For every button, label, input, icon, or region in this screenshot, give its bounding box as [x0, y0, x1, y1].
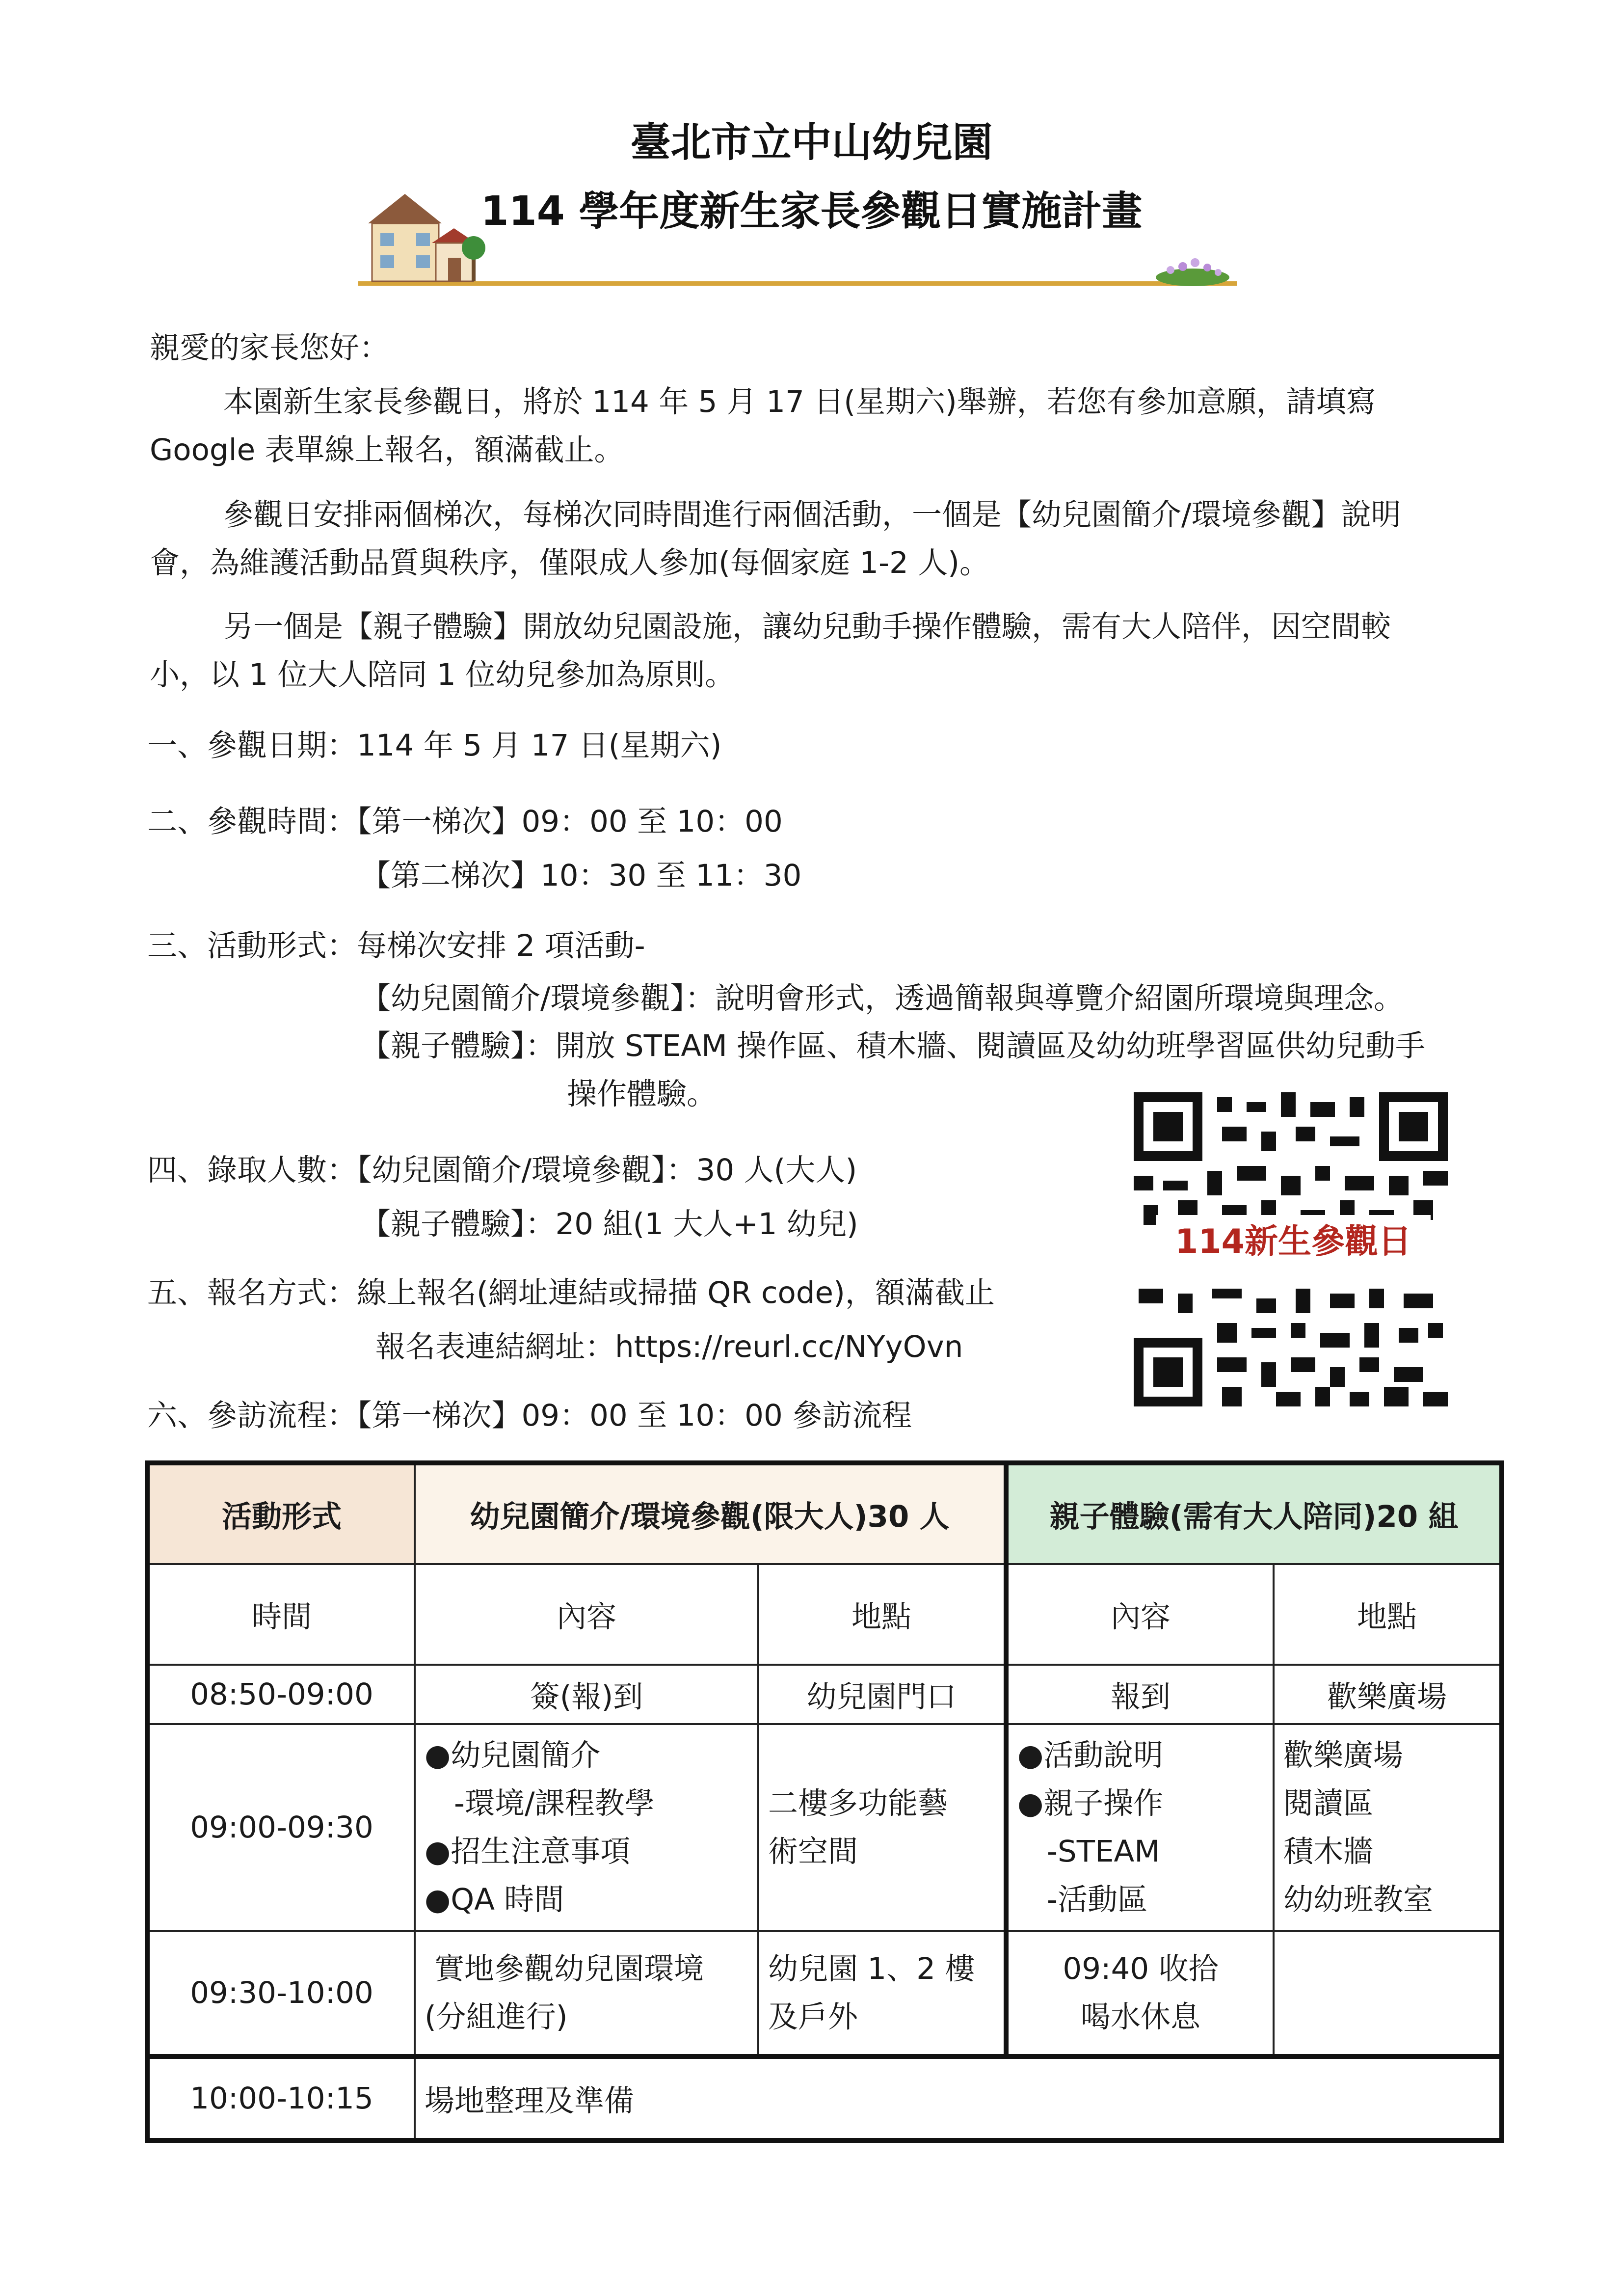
- header-experience-group: 親子體驗(需有大人陪同)20 組: [1006, 1463, 1502, 1564]
- subheader-intro-content: 內容: [415, 1564, 758, 1665]
- row3-intro-place: [758, 1931, 1006, 2056]
- row3-exp-content: [1006, 1931, 1274, 2056]
- item-format-2: 【幼兒園簡介/環境參觀】：說明會形式，透過簡報與導覽介紹園所環境與理念。: [361, 981, 1404, 1016]
- row2-time: 09:00-09:30: [147, 1724, 415, 1931]
- header-decoration: [358, 189, 1242, 292]
- item-signup-1: 五、報名方式：線上報名(網址連結或掃描 QR code)，額滿截止: [147, 1275, 995, 1310]
- intro-paragraph-2-line-1: 參觀日安排兩個梯次，每梯次同時間進行兩個活動，一個是【幼兒園簡介/環境參觀】說明: [223, 497, 1401, 532]
- item-format-1: 三、活動形式：每梯次安排 2 項活動-: [147, 928, 645, 963]
- list-item: ●招生注意事項: [425, 1834, 631, 1869]
- document-title: 114 學年度新生家長參觀日實施計畫: [480, 188, 1143, 235]
- list-item: 實地參觀幼兒園環境: [434, 1951, 704, 1986]
- item-date: 一、參觀日期：114 年 5 月 17 日(星期六): [147, 728, 722, 763]
- list-item: 喝水休息: [1081, 1999, 1201, 2034]
- list-item: -STEAM: [1047, 1834, 1160, 1869]
- list-item: ●親子操作: [1017, 1785, 1164, 1821]
- item-quota-2: 【親子體驗】：20 組(1 大人+1 幼兒): [361, 1207, 858, 1242]
- item-flow: 六、參訪流程：【第一梯次】09：00 至 10：00 參訪流程: [147, 1398, 912, 1433]
- list-item: 術空間: [768, 1834, 858, 1869]
- list-item: -活動區: [1047, 1882, 1148, 1917]
- row2-intro-place: [758, 1724, 1006, 1931]
- row1-intro-place: 幼兒園門口: [758, 1665, 1006, 1724]
- list-item: 幼幼班教室: [1283, 1882, 1434, 1917]
- row3-time: 09:30-10:00: [147, 1931, 415, 2056]
- row1-time: 08:50-09:00: [147, 1665, 415, 1724]
- table-row: [147, 1724, 1502, 1931]
- table-row: [147, 1931, 1502, 2056]
- row4-time: 10:00-10:15: [147, 2056, 415, 2140]
- intro-paragraph-1-line-2: Google 表單線上報名，額滿截止。: [150, 432, 624, 467]
- intro-paragraph-1-line-1: 本園新生家長參觀日，將於 114 年 5 月 17 日(星期六)舉辦，若您有參加意願，請填寫: [223, 384, 1376, 419]
- list-item: (分組進行): [425, 1999, 568, 2034]
- item-format-4: 操作體驗。: [567, 1077, 717, 1111]
- subheader-exp-content: 內容: [1006, 1564, 1274, 1665]
- item-signup-url[interactable]: 報名表連結網址：https://reurl.cc/NYyOvn: [375, 1329, 963, 1364]
- item-time-2: 【第二梯次】10：30 至 11：30: [361, 858, 802, 893]
- list-item: 09:40 收拾: [1063, 1951, 1219, 1986]
- house-icon: [368, 194, 476, 281]
- intro-paragraph-3-line-1: 另一個是【親子體驗】開放幼兒園設施，讓幼兒動手操作體驗，需有大人陪伴，因空間較: [223, 609, 1391, 644]
- flowers-icon: [1156, 258, 1229, 286]
- school-name: 臺北市立中山幼兒園: [630, 119, 993, 166]
- list-item: 及戶外: [768, 1999, 858, 2034]
- list-item: 積木牆: [1283, 1834, 1374, 1869]
- list-item: 二樓多功能藝: [768, 1785, 948, 1821]
- row4-content: 場地整理及準備: [415, 2056, 1502, 2140]
- schedule-table: [145, 1460, 1504, 2143]
- row2-intro-content: [415, 1724, 758, 1931]
- row1-exp-place: 歡樂廣場: [1274, 1665, 1502, 1724]
- greeting: 親愛的家長您好：: [150, 330, 390, 365]
- list-item: ●幼兒園簡介: [425, 1737, 601, 1773]
- list-item: ●QA 時間: [425, 1882, 564, 1917]
- subheader-time: 時間: [147, 1564, 415, 1665]
- row3-intro-content: [415, 1931, 758, 2056]
- header-rule: [358, 281, 1237, 286]
- intro-paragraph-2-line-2: 會，為維護活動品質與秩序，僅限成人參加(每個家庭 1-2 人)。: [150, 545, 990, 580]
- header-intro-group: 幼兒園簡介/環境參觀(限大人)30 人: [415, 1463, 1006, 1564]
- intro-paragraph-3-line-2: 小，以 1 位大人陪同 1 位幼兒參加為原則。: [150, 657, 735, 692]
- subheader-exp-place: 地點: [1274, 1564, 1502, 1665]
- row1-intro-content: 簽(報)到: [415, 1665, 758, 1724]
- item-quota-1: 四、錄取人數：【幼兒園簡介/環境參觀】：30 人(大人): [147, 1153, 857, 1188]
- table-subheader-row: [147, 1564, 1502, 1665]
- table-row: [147, 2056, 1502, 2140]
- header-activity: 活動形式: [147, 1463, 415, 1564]
- table-header-row: [147, 1463, 1502, 1564]
- row1-exp-content: 報到: [1006, 1665, 1274, 1724]
- row2-exp-content: [1006, 1724, 1274, 1931]
- subheader-intro-place: 地點: [758, 1564, 1006, 1665]
- item-format-3: 【親子體驗】：開放 STEAM 操作區、積木牆、閱讀區及幼幼班學習區供幼兒動手: [361, 1028, 1426, 1063]
- list-item: -環境/課程教學: [454, 1785, 655, 1821]
- list-item: ●活動說明: [1017, 1737, 1164, 1773]
- table-row: [147, 1665, 1502, 1724]
- qr-label: 114新生參觀日: [1156, 1215, 1431, 1269]
- item-time-1: 二、參觀時間：【第一梯次】09：00 至 10：00: [147, 804, 783, 839]
- list-item: 幼兒園 1、2 樓: [768, 1951, 975, 1986]
- list-item: 閱讀區: [1283, 1785, 1374, 1821]
- row2-exp-place: [1274, 1724, 1502, 1931]
- row3-exp-place: [1274, 1931, 1502, 2056]
- list-item: 歡樂廣場: [1283, 1737, 1404, 1773]
